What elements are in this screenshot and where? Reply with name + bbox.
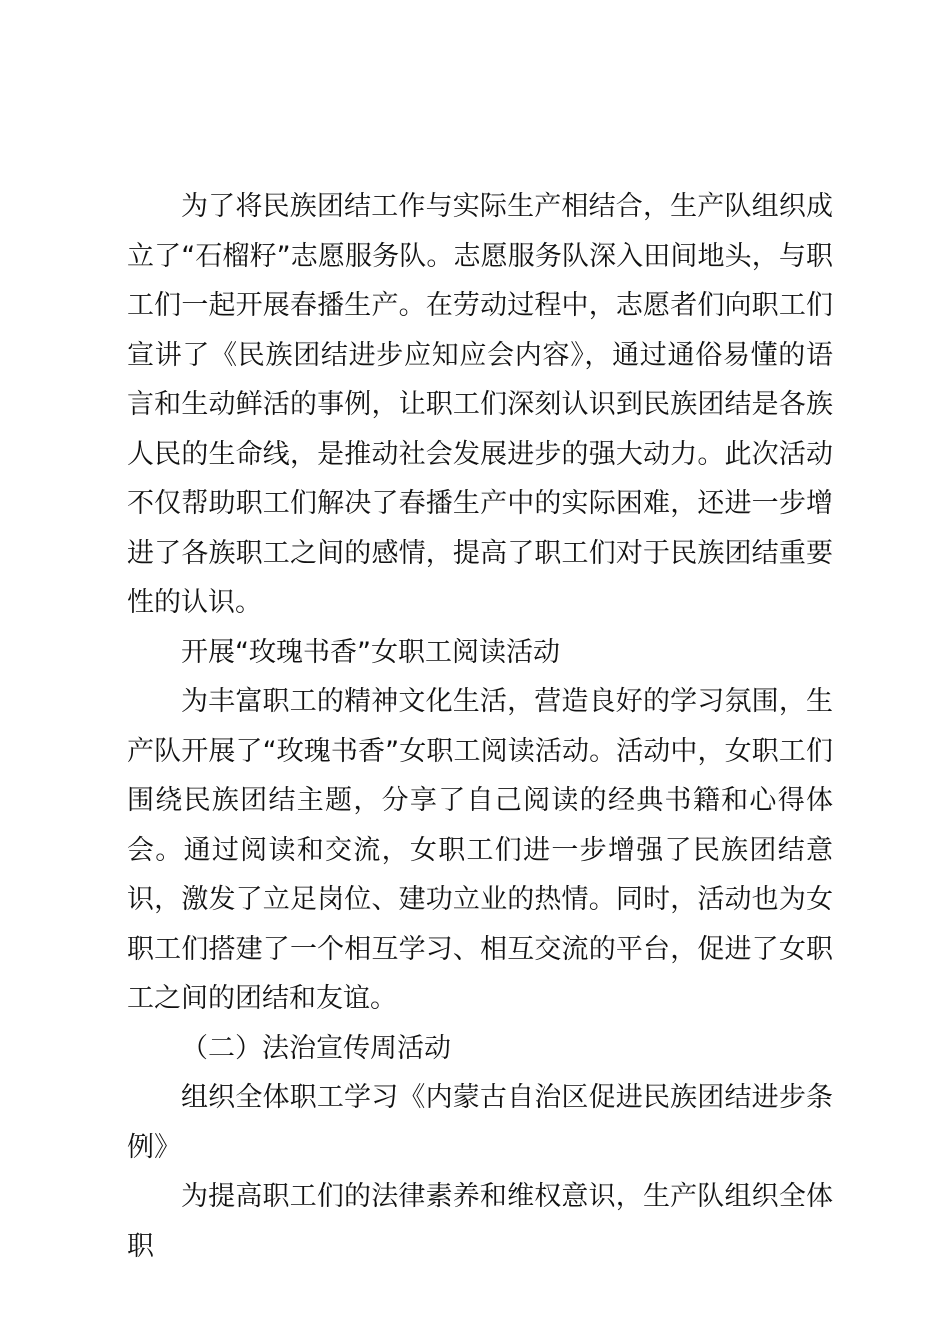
paragraph-reading-activity: 为丰富职工的精神文化生活，营造良好的学习氛围，生产队开展了“玫瑰书香”女职工阅读活动。活动中，女职工们围绕民族团结主题，分享了自己阅读的经典书籍和心得体会。通过阅读和交流，女职工们进一步增强了民族团结意识，激发了立足岗位、建功立业的热情。同时，活动也为女职工们搭建了一个相互学习、相互交流的平台，促进了女职工之间的团结和友谊。 — [127, 686, 833, 1014]
section-heading-reading-activity: 开展“玫瑰书香”女职工阅读活动 — [181, 636, 560, 668]
paragraph-regulation-study: 组织全体职工学习《内蒙古自治区促进民族团结进步条例》 — [127, 1082, 833, 1163]
paragraph-volunteer-team: 为了将民族团结工作与实际生产相结合，生产队组织成立了“石榴籽”志愿服务队。志愿服务队深入田间地头，与职工们一起开展春播生产。在劳动过程中，志愿者们向职工们宣讲了《民族团结进步应知应会内容》，通过通俗易懂的语言和生动鲜活的事例，让职工们深刻认识到民族团结是各族人民的生命线，是推动社会发展进步的强大动力。此次活动不仅帮助职工们解决了春播生产中的实际困难，还进一步增进了各族职工之间的感情，提高了职工们对于民族团结重要性的认识。 — [127, 191, 833, 618]
document-body — [127, 182, 833, 1271]
paragraph-legal-literacy: 为提高职工们的法律素养和维权意识，生产队组织全体职 — [127, 1181, 833, 1262]
section-heading-legal-week: （二）法治宣传周活动 — [181, 1032, 451, 1064]
